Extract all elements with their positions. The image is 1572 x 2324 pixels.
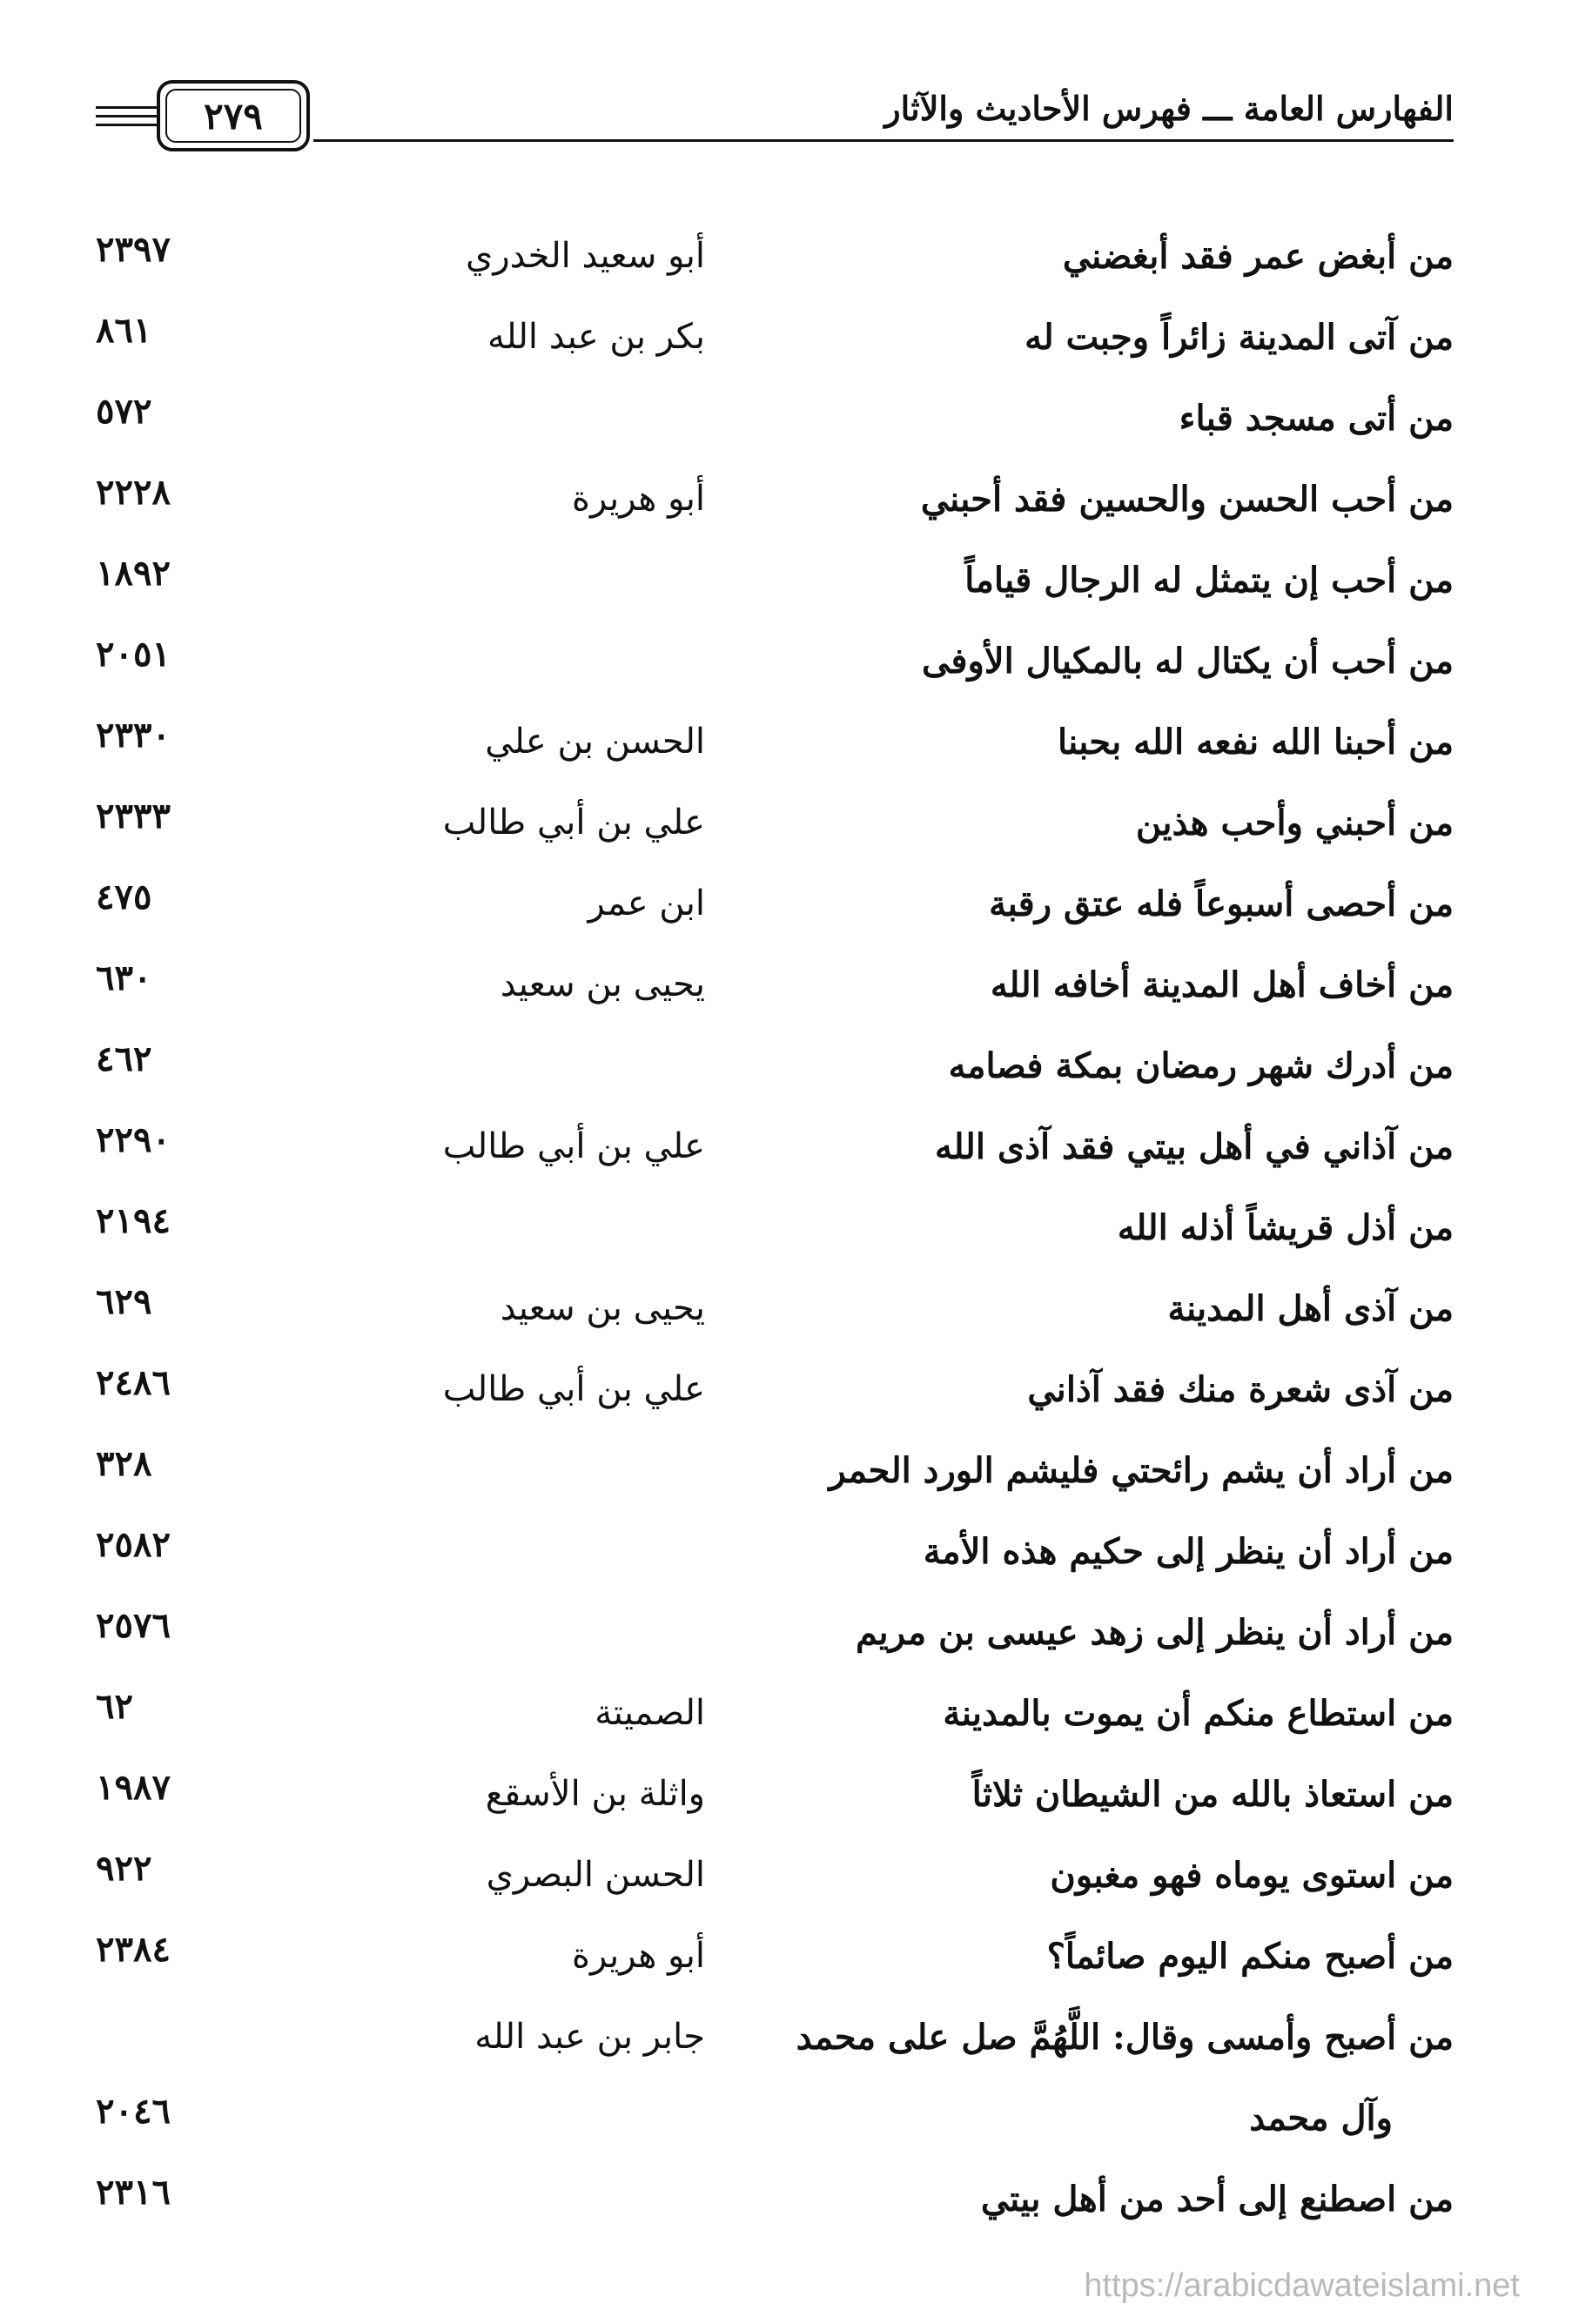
hadith-number: ١٨٩٢ [96, 553, 171, 594]
hadith-text-line: من آذاني في أهل بيتي فقد آذى الله [934, 1126, 1454, 1167]
hadith-number: ٢٥٨٢ [96, 1524, 171, 1565]
hadith-text-line: من أراد أن يشم رائحتي فليشم الورد الحمر [829, 1450, 1454, 1491]
hadith-text [775, 1997, 1454, 2159]
running-title: الفهارس العامة ـــ فهرس الأحاديث والآثار [884, 89, 1454, 128]
hadith-text-line: من أبغض عمر فقد أبغضني [1062, 236, 1454, 277]
hadith-number: ٢٥٧٦ [96, 1605, 171, 1646]
header-rule-left-upper [96, 106, 157, 109]
index-row [96, 1180, 1454, 1261]
index-row [96, 1828, 1454, 1909]
hadith-number: ٢٢٩٠ [96, 1119, 171, 1160]
index-row [96, 1099, 1454, 1180]
hadith-text [775, 459, 1454, 540]
hadith-text [775, 1916, 1454, 1997]
hadith-text-line: من استعاذ بالله من الشيطان ثلاثاً [971, 1774, 1454, 1815]
hadith-text [775, 1268, 1454, 1349]
hadith-number: ٢٠٥١ [96, 634, 171, 675]
index-row [96, 290, 1454, 371]
index-row [96, 2152, 1454, 2233]
hadith-text [775, 2159, 1454, 2240]
index-row [96, 1504, 1454, 1585]
hadith-number: ٦٢ [96, 1686, 133, 1727]
hadith-number: ٤٧٥ [96, 877, 152, 917]
hadith-text-line: من أراد أن ينظر إلى حكيم هذه الأمة [923, 1531, 1454, 1572]
hadith-text [775, 1754, 1454, 1835]
hadith-number: ٦٣٠ [96, 957, 152, 998]
hadith-number: ٨٦١ [96, 310, 152, 351]
narrator-name: واثلة بن الأسقع [485, 1774, 705, 1814]
narrator-name: علي بن أبي طالب [442, 803, 705, 843]
index-row [96, 1018, 1454, 1099]
narrator-name: جابر بن عبد الله [474, 2017, 705, 2057]
index-row [96, 1747, 1454, 1828]
index-row [96, 695, 1454, 776]
hadith-text-line: من أتى مسجد قباء [1179, 398, 1454, 439]
hadith-text [775, 1592, 1454, 1673]
narrator-name: الحسن البصري [486, 1855, 705, 1895]
hadith-text [775, 540, 1454, 621]
narrator-name: علي بن أبي طالب [442, 1126, 705, 1166]
index-row [96, 1990, 1454, 2152]
index-row [96, 1342, 1454, 1423]
index-row [96, 1423, 1454, 1504]
hadith-text [775, 1025, 1454, 1106]
narrator-name: أبو هريرة [572, 479, 705, 519]
hadith-text [775, 1187, 1454, 1268]
hadith-text [775, 863, 1454, 944]
hadith-number: ٦٢٩ [96, 1281, 152, 1322]
index-row [96, 452, 1454, 533]
page-header [96, 80, 1454, 158]
hadith-text [775, 216, 1454, 297]
hadith-text-line: من آذى شعرة منك فقد آذاني [1027, 1369, 1454, 1410]
hadith-number: ٣٢٨ [96, 1443, 152, 1484]
hadith-text [775, 944, 1454, 1025]
narrator-name: الصميتة [595, 1693, 705, 1733]
hadith-text [775, 378, 1454, 459]
hadith-text-line: من أصبح وأمسى وقال: اللَّهُمَّ صل على محمد [796, 2017, 1454, 2058]
hadith-text-line: من آذى أهل المدينة [1167, 1288, 1454, 1329]
hadith-text-line: من آتى المدينة زائراً وجبت له [1024, 317, 1454, 358]
hadith-number: ٢٢٢٨ [96, 472, 171, 513]
hadith-text-line: من استطاع منكم أن يموت بالمدينة [943, 1693, 1454, 1734]
index-row [96, 1909, 1454, 1990]
hadith-text-line: من أحب إن يتمثل له الرجال قياماً [964, 560, 1454, 601]
narrator-name: أبو هريرة [572, 1936, 705, 1976]
hadith-text [775, 783, 1454, 863]
narrator-name: يحيى بن سعيد [500, 964, 705, 1004]
hadith-number: ٢١٩٤ [96, 1200, 171, 1241]
hadith-text [775, 702, 1454, 783]
page-number: ٢٧٩ [165, 89, 301, 143]
hadith-text-line: من استوى يوماه فهو مغبون [1050, 1855, 1454, 1896]
hadith-text-line: من أدرك شهر رمضان بمكة فصامه [948, 1045, 1454, 1086]
narrator-name: بكر بن عبد الله [487, 317, 705, 357]
hadith-text [775, 297, 1454, 378]
index-row [96, 533, 1454, 614]
hadith-number: ٢٤٨٦ [96, 1362, 171, 1403]
index-row [96, 1261, 1454, 1342]
narrator-name: الحسن بن علي [485, 722, 705, 762]
watermark-url: https://arabicdawateislami.net [1084, 2267, 1520, 2304]
hadith-text [775, 1106, 1454, 1187]
hadith-text-line: من أصبح منكم اليوم صائماً؟ [1046, 1936, 1454, 1977]
hadith-number: ٢٣٣٠ [96, 715, 171, 756]
index-row [96, 856, 1454, 937]
hadith-text [775, 1673, 1454, 1754]
hadith-text-line: من أحبني وأحب هذين [1135, 803, 1454, 843]
hadith-number: ٤٦٢ [96, 1038, 152, 1079]
header-rule [313, 139, 1454, 142]
hadith-index-list [96, 209, 1454, 2233]
index-row [96, 209, 1454, 290]
hadith-text-line: من أحصى أسبوعاً فله عتق رقبة [989, 883, 1454, 924]
hadith-text-line: من أخاف أهل المدينة أخافه الله [990, 964, 1454, 1005]
hadith-number: ٢٣٣٣ [96, 796, 171, 836]
hadith-text [775, 1511, 1454, 1592]
narrator-name: أبو سعيد الخدري [466, 236, 705, 276]
hadith-number: ١٩٨٧ [96, 1767, 171, 1808]
page-number-badge [157, 80, 310, 151]
index-row [96, 614, 1454, 695]
hadith-number: ٢٠٤٦ [96, 2091, 171, 2132]
header-rule-left-middle [96, 115, 157, 118]
hadith-text-line: من أحب أن يكتال له بالمكيال الأوفى [922, 641, 1454, 682]
hadith-number: ٩٢٢ [96, 1848, 152, 1889]
hadith-text-line: من أحب الحسن والحسين فقد أحبني [920, 479, 1454, 520]
index-row [96, 371, 1454, 452]
hadith-text [775, 1349, 1454, 1430]
index-row [96, 1666, 1454, 1747]
hadith-text [775, 1835, 1454, 1916]
narrator-name: ابن عمر [588, 883, 705, 924]
hadith-text-line: من اصطنع إلى أحد من أهل بيتي [980, 2179, 1454, 2220]
hadith-text [775, 621, 1454, 702]
narrator-name: يحيى بن سعيد [500, 1288, 705, 1328]
narrator-name: علي بن أبي طالب [442, 1369, 705, 1409]
hadith-number: ٥٧٢ [96, 391, 152, 432]
header-rule-left-lower [96, 124, 157, 126]
hadith-number: ٢٣٨٤ [96, 1929, 171, 1970]
index-row [96, 1585, 1454, 1666]
index-row [96, 776, 1454, 856]
hadith-number: ٢٣١٦ [96, 2172, 171, 2213]
hadith-text-line: من أراد أن ينظر إلى زهد عيسى بن مريم [855, 1612, 1454, 1653]
hadith-text [775, 1430, 1454, 1511]
index-row [96, 937, 1454, 1018]
hadith-text-line: من أحبنا الله نفعه الله بحبنا [1057, 722, 1454, 762]
hadith-number: ٢٣٩٧ [96, 229, 171, 270]
hadith-text-continuation: وآل محمد [1249, 2098, 1393, 2139]
hadith-text-line: من أذل قريشاً أذله الله [1117, 1207, 1454, 1248]
